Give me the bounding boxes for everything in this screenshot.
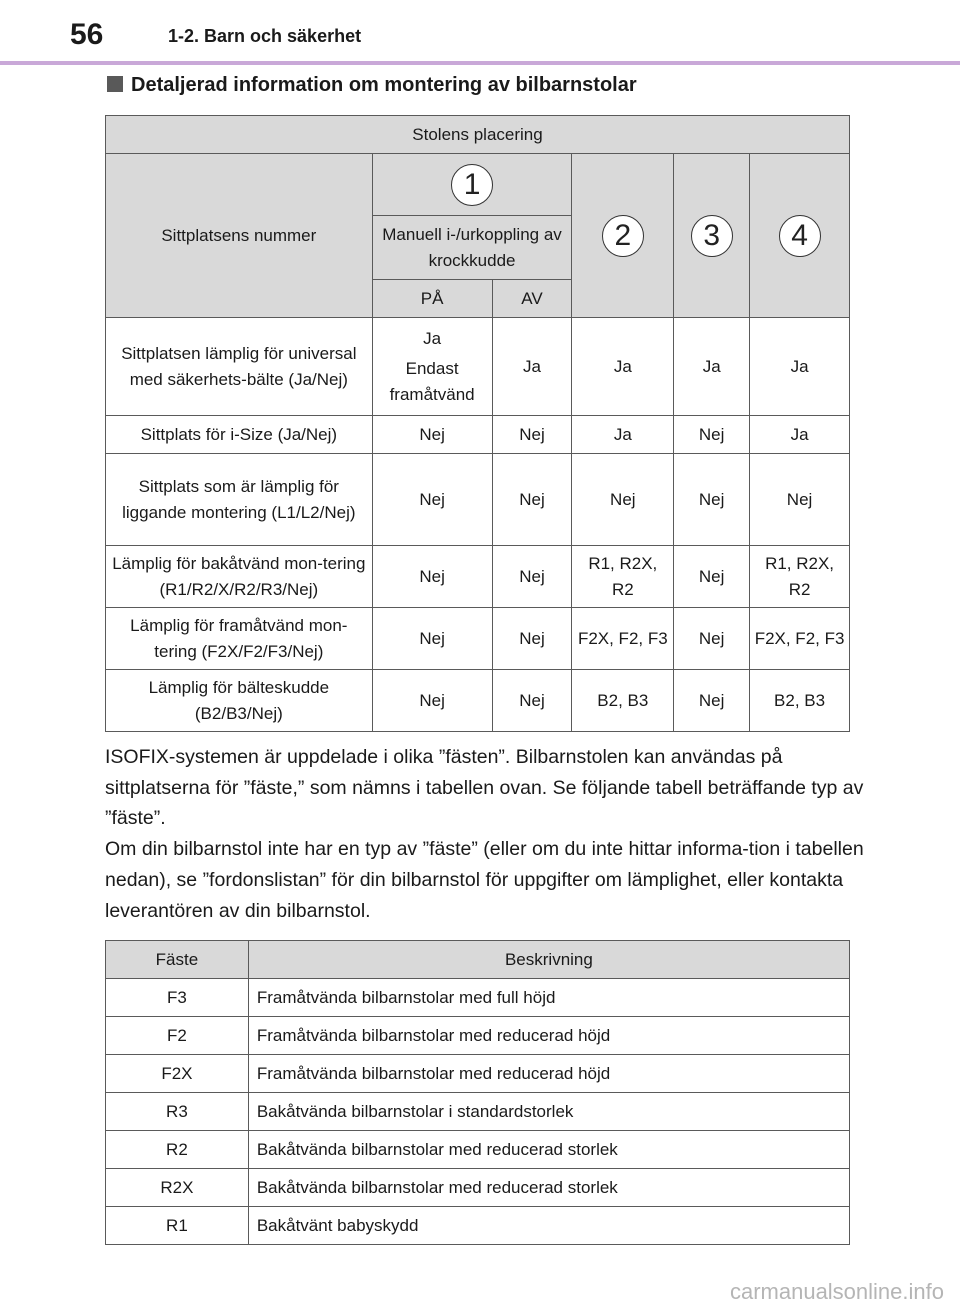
paragraph-fordonslista: Om din bilbarnstol inte har en typ av ”fäste” (eller om du inte hittar informa-tion i tabellen nedan), se ”fordonslistan” för din bilbarnstol för uppgifter om lämplighet, eller kontakta leverantören av din bilbarnstol. bbox=[105, 838, 864, 922]
off-label: AV bbox=[492, 280, 572, 318]
seat-4-value: R1, R2X, R2 bbox=[750, 546, 850, 608]
seat-3-number-icon: 3 bbox=[691, 215, 733, 257]
faste-code: R2 bbox=[106, 1131, 249, 1169]
table-title-row bbox=[106, 116, 850, 154]
column-header-beskrivning: Beskrivning bbox=[248, 941, 849, 979]
on-cell: Nej bbox=[372, 454, 492, 546]
seat-3-value: Nej bbox=[674, 416, 750, 454]
seat-3-value: Nej bbox=[674, 454, 750, 546]
body-text bbox=[105, 742, 865, 926]
paragraph-isofix: ISOFIX-systemen är uppdelade i olika ”fästen”. Bilbarnstolen kan användas på sittplatserna för ”fäste,” som nämns i tabellen ovan. Se följande tabell beträffande typ av ”fäste”. bbox=[105, 746, 864, 830]
table-row bbox=[106, 1131, 850, 1169]
faste-description: Bakåtvända bilbarnstolar i standardstorlek bbox=[248, 1093, 849, 1131]
seat-3-value: Nej bbox=[674, 670, 750, 732]
row-label: Sittplatsen lämplig för universal med säkerhets-bälte (Ja/Nej) bbox=[106, 318, 373, 416]
seat-3-value: Ja bbox=[674, 318, 750, 416]
row-label: Sittplats som är lämplig för liggande montering (L1/L2/Nej) bbox=[106, 454, 373, 546]
table-row bbox=[106, 670, 850, 732]
seat-1-number-icon: 1 bbox=[451, 164, 493, 206]
table-header-row bbox=[106, 941, 850, 979]
row-label: Lämplig för framåtvänd mon-tering (F2X/F2/F3/Nej) bbox=[106, 608, 373, 670]
table-row bbox=[106, 1093, 850, 1131]
seat-2-number-icon: 2 bbox=[602, 215, 644, 257]
faste-code: R2X bbox=[106, 1169, 249, 1207]
seat-3-value: Nej bbox=[674, 608, 750, 670]
table-row bbox=[106, 1169, 850, 1207]
row-label: Lämplig för bakåtvänd mon-tering (R1/R2/X/R2/R3/Nej) bbox=[106, 546, 373, 608]
table-row bbox=[106, 1207, 850, 1245]
faste-description: Bakåtvänt babyskydd bbox=[248, 1207, 849, 1245]
off-cell: Nej bbox=[492, 608, 572, 670]
seat-4-cell bbox=[750, 154, 850, 318]
off-cell: Nej bbox=[492, 670, 572, 732]
watermark: carmanualsonline.info bbox=[729, 1279, 944, 1304]
faste-description: Framåtvända bilbarnstolar med full höjd bbox=[248, 979, 849, 1017]
on-cell: Nej bbox=[372, 416, 492, 454]
seat-4-value: Ja bbox=[750, 416, 850, 454]
table-row bbox=[106, 608, 850, 670]
faste-code: F2X bbox=[106, 1055, 249, 1093]
faste-description: Framåtvända bilbarnstolar med reducerad höjd bbox=[248, 1055, 849, 1093]
faste-description: Bakåtvända bilbarnstolar med reducerad storlek bbox=[248, 1169, 849, 1207]
table-row bbox=[106, 454, 850, 546]
seat-4-value: Nej bbox=[750, 454, 850, 546]
on-cell: Ja Endast framåtvänd bbox=[372, 318, 492, 416]
header-rule bbox=[0, 61, 960, 65]
column-header-faste: Fäste bbox=[106, 941, 249, 979]
row-label: Lämplig för bälteskudde (B2/B3/Nej) bbox=[106, 670, 373, 732]
faste-table bbox=[105, 940, 850, 1245]
faste-code: F2 bbox=[106, 1017, 249, 1055]
on-cell: Nej bbox=[372, 670, 492, 732]
airbag-switch-label: Manuell i-/urkoppling av krockkudde bbox=[372, 216, 572, 280]
table-row bbox=[106, 1055, 850, 1093]
table-row bbox=[106, 1017, 850, 1055]
seat-2-value: B2, B3 bbox=[572, 670, 674, 732]
section-heading bbox=[107, 74, 637, 97]
square-bullet-icon bbox=[107, 76, 123, 92]
seat-placement-table bbox=[105, 115, 850, 732]
faste-description: Framåtvända bilbarnstolar med reducerad höjd bbox=[248, 1017, 849, 1055]
seat-2-value: Nej bbox=[572, 454, 674, 546]
table-row bbox=[106, 318, 850, 416]
seat-2-value: F2X, F2, F3 bbox=[572, 608, 674, 670]
seat-number-row bbox=[106, 154, 850, 216]
seat-1-cell bbox=[372, 154, 572, 216]
seat-4-number-icon: 4 bbox=[779, 215, 821, 257]
on-label: PÅ bbox=[372, 280, 492, 318]
seat-3-value: Nej bbox=[674, 546, 750, 608]
off-cell: Nej bbox=[492, 454, 572, 546]
seat-2-value: Ja bbox=[572, 416, 674, 454]
on-cell: Nej bbox=[372, 546, 492, 608]
seat-number-label: Sittplatsens nummer bbox=[106, 154, 373, 318]
row-label: Sittplats för i-Size (Ja/Nej) bbox=[106, 416, 373, 454]
page-number: 56 bbox=[70, 18, 104, 51]
faste-code: R3 bbox=[106, 1093, 249, 1131]
chapter-title: 1-2. Barn och säkerhet bbox=[168, 26, 362, 46]
seat-2-value: Ja bbox=[572, 318, 674, 416]
table-row bbox=[106, 979, 850, 1017]
seat-3-cell bbox=[674, 154, 750, 318]
off-cell: Nej bbox=[492, 546, 572, 608]
seat-4-value: F2X, F2, F3 bbox=[750, 608, 850, 670]
faste-code: R1 bbox=[106, 1207, 249, 1245]
table-row bbox=[106, 416, 850, 454]
seat-2-cell bbox=[572, 154, 674, 318]
table-row bbox=[106, 546, 850, 608]
table-title: Stolens placering bbox=[106, 116, 850, 154]
seat-4-value: B2, B3 bbox=[750, 670, 850, 732]
off-cell: Ja bbox=[492, 318, 572, 416]
seat-2-value: R1, R2X, R2 bbox=[572, 546, 674, 608]
seat-4-value: Ja bbox=[750, 318, 850, 416]
off-cell: Nej bbox=[492, 416, 572, 454]
on-cell: Nej bbox=[372, 608, 492, 670]
section-heading-text: Detaljerad information om montering av bilbarnstolar bbox=[131, 74, 637, 96]
faste-code: F3 bbox=[106, 979, 249, 1017]
faste-description: Bakåtvända bilbarnstolar med reducerad storlek bbox=[248, 1131, 849, 1169]
